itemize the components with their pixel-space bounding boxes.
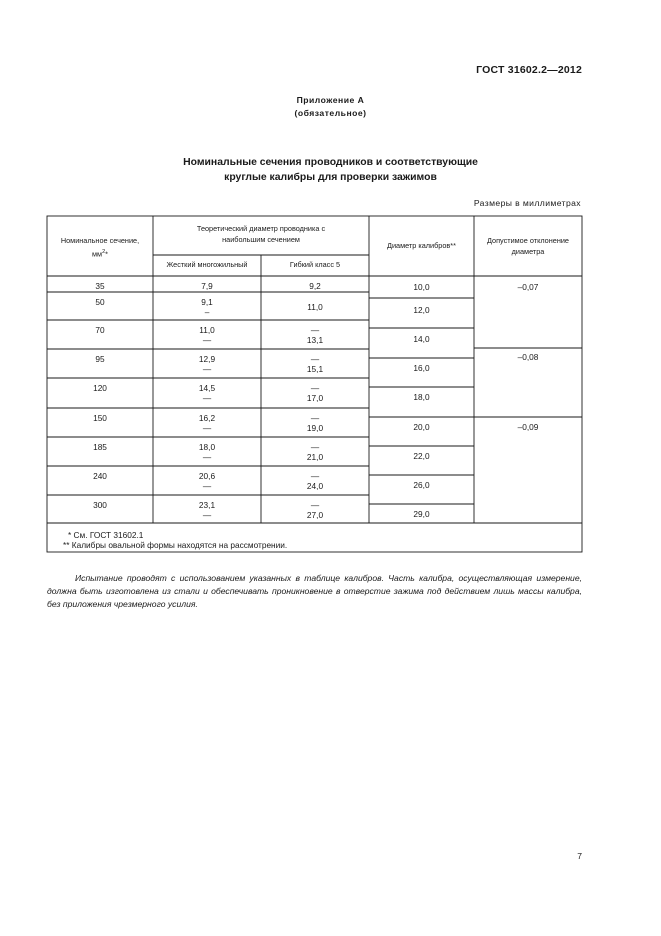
table-cell-flexible: —	[310, 383, 320, 393]
table-cell-rigid: 12,9	[198, 354, 216, 364]
header-nominal-sup: 2	[102, 248, 106, 255]
table-cell-rigid: —	[202, 423, 212, 433]
header-rigid-stranded: Жесткий многожильный	[166, 260, 248, 269]
table-cell-gauge: 14,0	[413, 334, 430, 344]
table-cell-section: 300	[93, 500, 107, 510]
table-cell-gauge: 18,0	[413, 392, 430, 402]
header-theoretical-diameter	[153, 224, 369, 245]
table-cell-flexible: 9,2	[309, 281, 321, 291]
table-cell-gauge: 12,0	[413, 305, 430, 315]
table-cell-rigid: —	[202, 481, 212, 491]
header-nominal-line2	[47, 247, 153, 260]
table-cell-flexible: 17,0	[306, 393, 324, 403]
table-cell-flexible: 15,1	[306, 364, 324, 374]
header-theoretical-line2: наибольшим сечением	[222, 234, 300, 244]
table-cell-rigid: 7,9	[201, 281, 213, 291]
header-tolerance-line1: Допустимое отклонение	[487, 236, 569, 245]
table-cell-rigid: 23,1	[198, 500, 216, 510]
table-cell-section: 70	[95, 325, 105, 335]
table-cell-section: 35	[95, 281, 105, 291]
table-cell-flexible: 19,0	[306, 423, 324, 433]
header-nominal-unit: мм	[92, 248, 103, 258]
units-note: Размеры в миллиметрах	[473, 198, 581, 208]
table-cell-rigid: 16,2	[198, 413, 216, 423]
header-nominal-mark: *	[105, 248, 108, 258]
table-cell-gauge: 10,0	[413, 282, 430, 292]
table-cell-rigid: 20,6	[198, 471, 216, 481]
table-cell-flexible: —	[310, 325, 320, 335]
table-cell-section: 240	[93, 471, 107, 481]
table-cell-rigid: —	[202, 452, 212, 462]
page-number: 7	[577, 851, 582, 861]
table-cell-flexible: 21,0	[306, 452, 324, 462]
header-flexible-class5: Гибкий класс 5	[289, 260, 341, 269]
table-cell-rigid: 9,1	[201, 297, 213, 307]
table-cell-section: 120	[93, 383, 107, 393]
table-cell-rigid: –	[204, 307, 210, 317]
footnote-2: ** Калибры овальной формы находятся на рассмотрении.	[63, 540, 288, 550]
table-cell-section: 95	[95, 354, 105, 364]
header-theoretical-line1: Теоретический диаметр проводника с	[196, 224, 326, 233]
header-nominal-section	[47, 236, 153, 259]
table-cell-flexible: —	[310, 442, 320, 452]
table-cell-rigid: 14,5	[198, 383, 216, 393]
table-cell-flexible: 27,0	[306, 510, 324, 520]
table-cell-tolerance: –0,08	[517, 352, 539, 362]
table-cell-rigid: —	[202, 364, 212, 374]
table-title-line2: круглые калибры для проверки зажимов	[224, 172, 437, 183]
header-nominal-line1: Номинальное сечение,	[60, 236, 140, 245]
table-cell-flexible: 13,1	[306, 335, 324, 345]
table-cell-tolerance: –0,09	[517, 422, 539, 432]
header-tolerance-line2: диаметра	[511, 246, 545, 256]
header-tolerance	[474, 236, 582, 257]
table-cell-tolerance: –0,07	[517, 282, 539, 292]
table-cell-flexible: —	[310, 354, 320, 364]
table-cell-rigid: 18,0	[198, 442, 216, 452]
test-procedure-paragraph: Испытание проводят с использованием указанных в таблице калибров. Часть калибра, осуществляющая измерение, должна быть изготовлена из стали и обеспечивать проникновение в отверстие зажима под действием лишь массы калибра, без приложения чрезмерного усилия.	[47, 573, 582, 610]
table-cell-rigid: —	[202, 393, 212, 403]
table-cell-gauge: 16,0	[413, 363, 430, 373]
table-cell-section: 150	[93, 413, 107, 423]
table-cell-gauge: 20,0	[413, 422, 430, 432]
table-cell-flexible: —	[310, 471, 320, 481]
table-cell-gauge: 29,0	[413, 509, 430, 519]
header-gauge-diameter: Диаметр калибров**	[387, 241, 456, 250]
table-title-line1: Номинальные сечения проводников и соответствующие	[183, 157, 478, 168]
table-cell-flexible: —	[310, 500, 320, 510]
annex-label: Приложение А	[296, 95, 365, 105]
table-cell-gauge: 26,0	[413, 480, 430, 490]
table-cell-flexible: 24,0	[306, 481, 324, 491]
table-cell-section: 50	[95, 297, 105, 307]
table-cell-gauge: 22,0	[413, 451, 430, 461]
footnote-1: * См. ГОСТ 31602.1	[68, 530, 144, 540]
document-code: ГОСТ 31602.2—2012	[476, 64, 582, 76]
table-cell-rigid: 11,0	[199, 325, 215, 335]
table-cell-section: 185	[93, 442, 107, 452]
table-cell-rigid: —	[202, 510, 212, 520]
table-cell-flexible: 11,0	[307, 302, 323, 312]
table-cell-flexible: —	[310, 413, 320, 423]
annex-status: (обязательное)	[294, 108, 367, 118]
table-cell-rigid: —	[202, 335, 212, 345]
